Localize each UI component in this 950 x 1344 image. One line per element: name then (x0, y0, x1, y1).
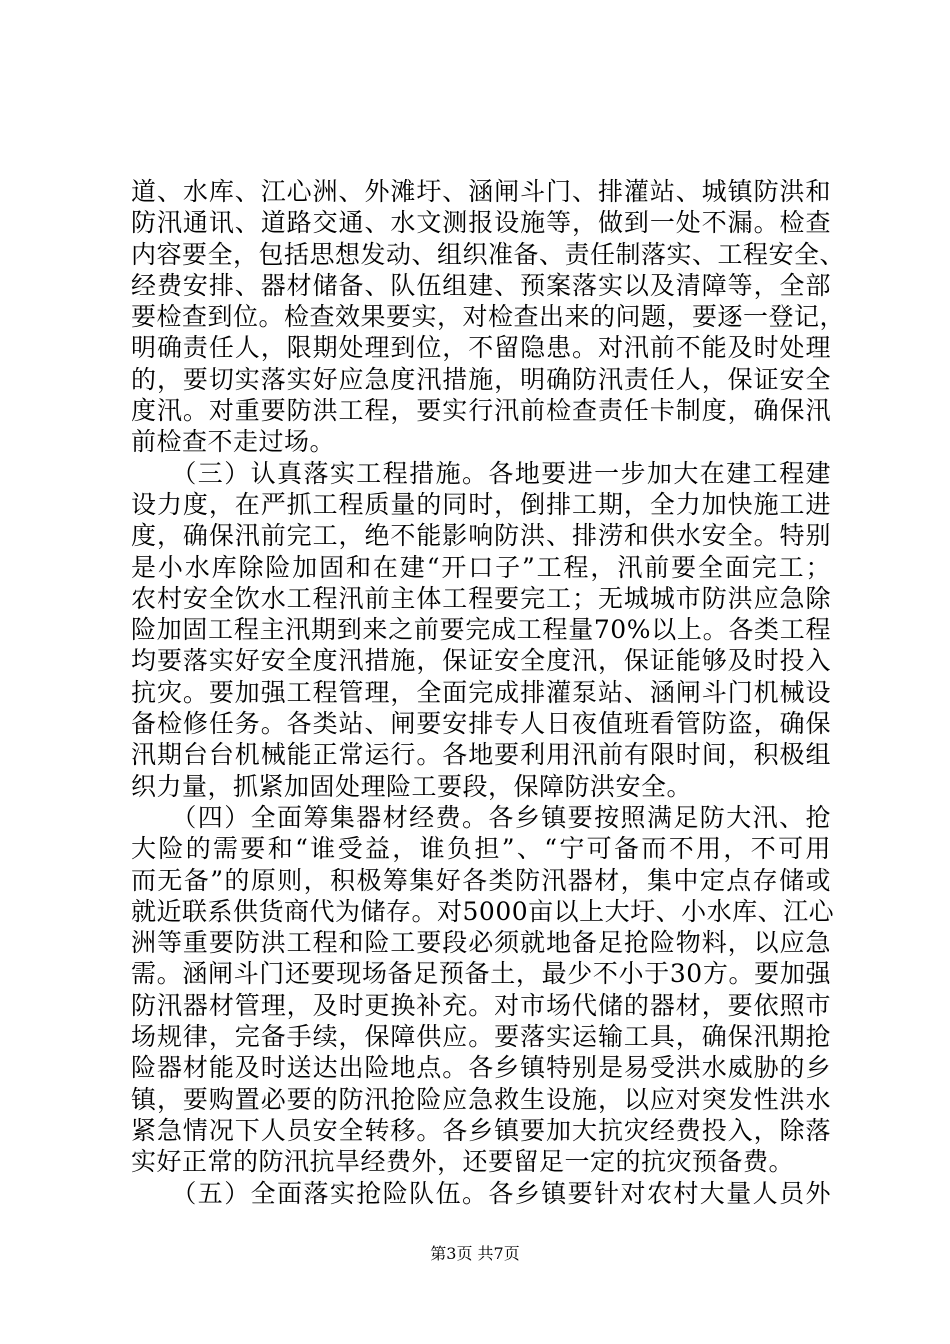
text-line: 需。涵闸斗门还要现场备足预备土，最少不小于30方。要加强 (131, 959, 831, 989)
text-line: 场规律，完备手续，保障供应。要落实运输工具，确保汛期抢 (131, 1022, 831, 1052)
text-line: 防汛器材管理，及时更换补充。对市场代储的器材，要依照市 (131, 990, 831, 1020)
text-line: 内容要全，包括思想发动、组织准备、责任制落实、工程安全、 (131, 239, 846, 269)
text-line: 汛期台台机械能正常运行。各地要利用汛前有限时间，积极组 (131, 740, 831, 770)
text-line: 度汛。对重要防洪工程，要实行汛前检查责任卡制度，确保汛 (131, 396, 831, 426)
text-line: 大险的需要和“谁受益，谁负担”、“宁可备而不用，不可用 (131, 834, 831, 864)
text-line: 的，要切实落实好应急度汛措施，明确防汛责任人，保证安全 (131, 364, 831, 394)
text-line: 明确责任人，限期处理到位，不留隐患。对汛前不能及时处理 (131, 333, 831, 363)
text-line: 均要落实好安全度汛措施，保证安全度汛，保证能够及时投入 (131, 646, 831, 676)
page-footer: 第3页 共7页 (430, 1244, 520, 1263)
text-line: 是小水库除险加固和在建“开口子”工程，汛前要全面完工； (131, 552, 831, 582)
text-line: 险器材能及时送达出险地点。各乡镇特别是易受洪水威胁的乡 (131, 1053, 831, 1083)
text-line: （三）认真落实工程措施。各地要进一步加大在建工程建 (131, 458, 831, 488)
text-line: 就近联系供货商代为储存。对5000亩以上大圩、小水库、江心 (131, 896, 835, 926)
text-line: 防汛通讯、道路交通、水文测报设施等，做到一处不漏。检查 (131, 208, 831, 238)
text-line: 镇，要购置必要的防汛抢险应急救生设施，以应对突发性洪水 (131, 1084, 831, 1114)
text-line: 设力度，在严抓工程质量的同时，倒排工期，全力加快施工进 (131, 489, 831, 519)
text-line: 险加固工程主汛期到来之前要完成工程量70%以上。各类工程 (131, 615, 831, 645)
text-line: 洲等重要防洪工程和险工要段必须就地备足抢险物料，以应急 (131, 928, 831, 958)
text-line: 农村安全饮水工程汛前主体工程要完工；无城城市防洪应急除 (131, 583, 831, 613)
body-text (131, 176, 846, 1209)
text-line: 抗灾。要加强工程管理，全面完成排灌泵站、涵闸斗门机械设 (131, 677, 831, 707)
text-line: （五）全面落实抢险队伍。各乡镇要针对农村大量人员外 (131, 1178, 831, 1208)
text-line: 备检修任务。各类站、闸要安排专人日夜值班看管防盗，确保 (131, 709, 831, 739)
text-line: （四）全面筹集器材经费。各乡镇要按照满足防大汛、抢 (131, 802, 831, 832)
text-line: 要检查到位。检查效果要实，对检查出来的问题，要逐一登记， (131, 302, 846, 332)
text-line: 前检查不走过场。 (131, 427, 336, 457)
text-line: 经费安排、器材储备、队伍组建、预案落实以及清障等，全部 (131, 270, 831, 300)
text-line: 实好正常的防汛抗旱经费外，还要留足一定的抗灾预备费。 (131, 1147, 795, 1177)
text-line: 织力量，抓紧加固处理险工要段，保障防洪安全。 (131, 771, 693, 801)
text-line: 度，确保汛前完工，绝不能影响防洪、排涝和供水安全。特别 (131, 521, 831, 551)
text-line: 道、水库、江心洲、外滩圩、涵闸斗门、排灌站、城镇防洪和 (131, 177, 831, 206)
text-line: 而无备”的原则，积极筹集好各类防汛器材，集中定点存储或 (131, 865, 831, 895)
text-line: 紧急情况下人员安全转移。各乡镇要加大抗灾经费投入，除落 (131, 1115, 831, 1145)
